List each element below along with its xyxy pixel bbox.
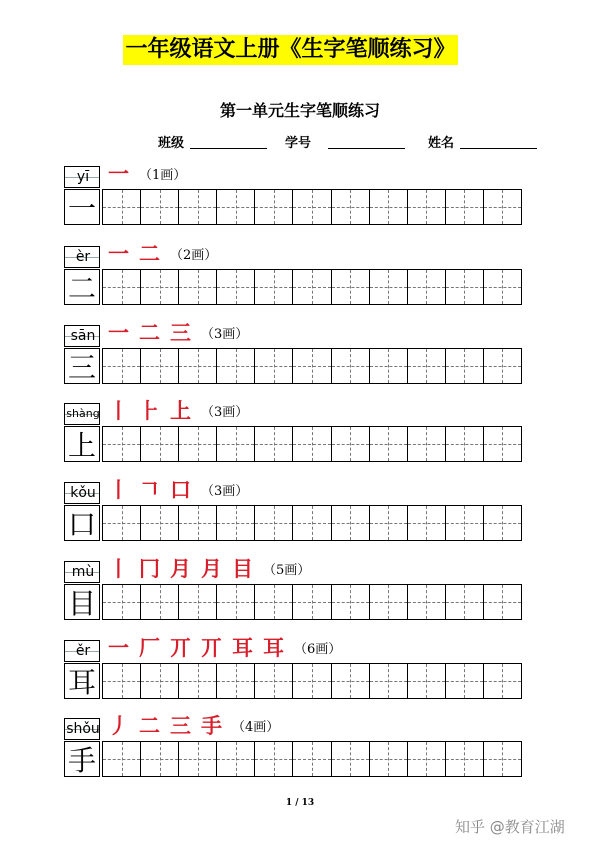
writing-cell[interactable] bbox=[484, 270, 521, 304]
writing-cell[interactable] bbox=[408, 742, 446, 776]
writing-cell[interactable] bbox=[484, 664, 521, 698]
class-label: 班级 bbox=[158, 136, 185, 151]
stroke-step: 月 bbox=[170, 557, 191, 581]
writing-cell[interactable] bbox=[255, 427, 293, 461]
writing-cell[interactable] bbox=[141, 349, 179, 383]
character-box: 上 bbox=[64, 426, 100, 462]
pinyin-text: yī bbox=[76, 169, 90, 185]
writing-cell[interactable] bbox=[141, 742, 179, 776]
writing-cell[interactable] bbox=[141, 585, 179, 619]
writing-cell[interactable] bbox=[255, 585, 293, 619]
stroke-order bbox=[108, 712, 279, 738]
writing-cell[interactable] bbox=[484, 742, 521, 776]
writing-cell[interactable] bbox=[293, 427, 331, 461]
pinyin-box bbox=[64, 325, 100, 347]
writing-cell[interactable] bbox=[332, 427, 370, 461]
writing-cell[interactable] bbox=[141, 506, 179, 540]
writing-cell[interactable] bbox=[370, 664, 408, 698]
writing-cell[interactable] bbox=[484, 190, 521, 224]
stroke-step: 丨 bbox=[108, 557, 129, 581]
pinyin-text: èr bbox=[75, 249, 91, 265]
pinyin-text: kǒu bbox=[70, 485, 96, 501]
stroke-step: 口 bbox=[170, 478, 191, 502]
writing-cell[interactable] bbox=[332, 585, 370, 619]
writing-cell[interactable] bbox=[179, 349, 217, 383]
writing-grid bbox=[102, 348, 522, 384]
writing-cell[interactable] bbox=[217, 506, 255, 540]
writing-cell[interactable] bbox=[103, 506, 141, 540]
stroke-step: 一 bbox=[108, 636, 129, 660]
writing-cell[interactable] bbox=[484, 585, 521, 619]
stroke-step: 耳 bbox=[232, 636, 253, 660]
writing-cell[interactable] bbox=[332, 190, 370, 224]
writing-cell[interactable] bbox=[370, 349, 408, 383]
stroke-step: 三 bbox=[170, 321, 191, 345]
writing-cell[interactable] bbox=[446, 742, 484, 776]
stroke-step: 一 bbox=[108, 321, 129, 345]
page-title: 第一单元生字笔顺练习 bbox=[219, 101, 380, 120]
pinyin-text: sān bbox=[70, 328, 96, 344]
writing-grid bbox=[102, 584, 522, 620]
writing-cell[interactable] bbox=[446, 506, 484, 540]
pinyin-box bbox=[64, 482, 100, 504]
pinyin-box bbox=[64, 166, 100, 188]
pinyin-text: shǒu bbox=[66, 721, 100, 737]
writing-cell[interactable] bbox=[179, 585, 217, 619]
writing-cell[interactable] bbox=[255, 349, 293, 383]
writing-cell[interactable] bbox=[332, 742, 370, 776]
stroke-count: （3画） bbox=[201, 483, 249, 499]
writing-cell[interactable] bbox=[217, 585, 255, 619]
stroke-step: 𠃍 bbox=[139, 478, 160, 502]
character-box: 口 bbox=[64, 505, 100, 541]
writing-cell[interactable] bbox=[484, 349, 521, 383]
writing-cell[interactable] bbox=[370, 585, 408, 619]
writing-cell[interactable] bbox=[370, 270, 408, 304]
writing-cell[interactable] bbox=[103, 742, 141, 776]
stroke-step: 丨 bbox=[108, 399, 129, 423]
writing-cell[interactable] bbox=[179, 742, 217, 776]
stroke-step: 二 bbox=[139, 714, 160, 738]
practice-row bbox=[64, 399, 524, 479]
writing-cell[interactable] bbox=[293, 270, 331, 304]
writing-cell[interactable] bbox=[408, 506, 446, 540]
writing-cell[interactable] bbox=[332, 349, 370, 383]
pinyin-box bbox=[64, 640, 100, 662]
writing-cell[interactable] bbox=[293, 664, 331, 698]
stroke-count: （3画） bbox=[201, 326, 249, 342]
writing-cell[interactable] bbox=[217, 190, 255, 224]
character-box: 三 bbox=[64, 348, 100, 384]
stroke-step: 冂 bbox=[139, 557, 160, 581]
writing-cell[interactable] bbox=[141, 427, 179, 461]
student-info-row bbox=[0, 132, 600, 156]
writing-cell[interactable] bbox=[408, 427, 446, 461]
stroke-order bbox=[108, 160, 186, 186]
stroke-order bbox=[108, 476, 248, 502]
page-number: 1 / 13 bbox=[285, 798, 315, 808]
character-box: 耳 bbox=[64, 663, 100, 699]
writing-cell[interactable] bbox=[255, 664, 293, 698]
writing-grid bbox=[102, 426, 522, 462]
stroke-count: （3画） bbox=[201, 404, 249, 420]
writing-cell[interactable] bbox=[103, 664, 141, 698]
writing-cell[interactable] bbox=[141, 270, 179, 304]
writing-cell[interactable] bbox=[446, 664, 484, 698]
pinyin-box bbox=[64, 561, 100, 583]
stroke-count: （6画） bbox=[294, 641, 342, 657]
stroke-step: 厂 bbox=[139, 636, 160, 660]
character-box: 一 bbox=[64, 189, 100, 225]
writing-cell[interactable] bbox=[332, 270, 370, 304]
character-box: 手 bbox=[64, 741, 100, 777]
writing-cell[interactable] bbox=[217, 427, 255, 461]
writing-cell[interactable] bbox=[179, 664, 217, 698]
stroke-count: （1画） bbox=[139, 167, 187, 183]
stroke-order bbox=[108, 240, 217, 266]
writing-cell[interactable] bbox=[179, 190, 217, 224]
writing-cell[interactable] bbox=[217, 270, 255, 304]
writing-cell[interactable] bbox=[255, 270, 293, 304]
writing-cell[interactable] bbox=[408, 349, 446, 383]
writing-cell[interactable] bbox=[293, 585, 331, 619]
writing-cell[interactable] bbox=[484, 427, 521, 461]
stroke-step: 三 bbox=[170, 714, 191, 738]
stroke-step: 目 bbox=[232, 557, 253, 581]
stroke-step: 耳 bbox=[263, 636, 284, 660]
watermark: 知乎 @教育江湖 bbox=[455, 818, 565, 836]
stroke-step: 二 bbox=[139, 242, 160, 266]
writing-cell[interactable] bbox=[293, 190, 331, 224]
writing-cell[interactable] bbox=[446, 349, 484, 383]
practice-row bbox=[64, 321, 524, 401]
writing-cell[interactable] bbox=[103, 270, 141, 304]
writing-cell[interactable] bbox=[408, 190, 446, 224]
stroke-order bbox=[108, 555, 310, 581]
writing-cell[interactable] bbox=[255, 190, 293, 224]
stroke-step: 月 bbox=[201, 557, 222, 581]
stroke-step: 丨 bbox=[108, 478, 129, 502]
writing-cell[interactable] bbox=[370, 742, 408, 776]
pinyin-text: shàng bbox=[66, 407, 100, 420]
writing-cell[interactable] bbox=[408, 664, 446, 698]
writing-cell[interactable] bbox=[217, 349, 255, 383]
pinyin-text: ěr bbox=[75, 643, 91, 659]
writing-cell[interactable] bbox=[446, 427, 484, 461]
writing-grid bbox=[102, 189, 522, 225]
writing-cell[interactable] bbox=[141, 664, 179, 698]
writing-cell[interactable] bbox=[370, 506, 408, 540]
practice-row bbox=[64, 557, 524, 637]
writing-cell[interactable] bbox=[103, 349, 141, 383]
writing-cell[interactable] bbox=[332, 664, 370, 698]
stroke-step: 一 bbox=[108, 242, 129, 266]
writing-grid bbox=[102, 663, 522, 699]
practice-row bbox=[64, 478, 524, 558]
number-label: 学号 bbox=[285, 136, 312, 151]
writing-grid bbox=[102, 269, 522, 305]
writing-cell[interactable] bbox=[293, 349, 331, 383]
class-blank bbox=[190, 148, 267, 149]
writing-cell[interactable] bbox=[103, 190, 141, 224]
stroke-step: ⺊ bbox=[139, 399, 160, 423]
practice-row bbox=[64, 714, 524, 794]
writing-cell[interactable] bbox=[103, 427, 141, 461]
pinyin-box bbox=[64, 246, 100, 268]
pinyin-box bbox=[64, 403, 100, 425]
writing-cell[interactable] bbox=[255, 742, 293, 776]
stroke-step: 一 bbox=[108, 162, 129, 186]
writing-cell[interactable] bbox=[179, 270, 217, 304]
name-blank bbox=[460, 148, 537, 149]
writing-cell[interactable] bbox=[255, 506, 293, 540]
pinyin-text: mù bbox=[71, 564, 95, 580]
stroke-order bbox=[108, 397, 248, 423]
writing-cell[interactable] bbox=[332, 506, 370, 540]
stroke-count: （2画） bbox=[170, 247, 218, 263]
writing-cell[interactable] bbox=[446, 585, 484, 619]
writing-cell[interactable] bbox=[217, 664, 255, 698]
practice-row bbox=[64, 242, 524, 322]
practice-row bbox=[64, 162, 524, 242]
pinyin-box bbox=[64, 718, 100, 740]
stroke-step: 二 bbox=[139, 321, 160, 345]
number-blank bbox=[328, 148, 405, 149]
character-box: 目 bbox=[64, 584, 100, 620]
writing-grid bbox=[102, 741, 522, 777]
stroke-order bbox=[108, 634, 341, 660]
stroke-count: （4画） bbox=[232, 719, 280, 735]
writing-cell[interactable] bbox=[217, 742, 255, 776]
character-box: 二 bbox=[64, 269, 100, 305]
writing-cell[interactable] bbox=[179, 506, 217, 540]
stroke-count: （5画） bbox=[263, 562, 311, 578]
writing-cell[interactable] bbox=[179, 427, 217, 461]
writing-cell[interactable] bbox=[370, 427, 408, 461]
stroke-step: 丿 bbox=[108, 714, 129, 738]
writing-cell[interactable] bbox=[484, 506, 521, 540]
writing-cell[interactable] bbox=[141, 190, 179, 224]
writing-cell[interactable] bbox=[446, 270, 484, 304]
stroke-step: 手 bbox=[201, 714, 222, 738]
worksheet-banner: 一年级语文上册《生字笔顺练习》 bbox=[123, 35, 458, 65]
writing-cell[interactable] bbox=[293, 506, 331, 540]
stroke-step: 上 bbox=[170, 399, 191, 423]
writing-cell[interactable] bbox=[293, 742, 331, 776]
writing-cell[interactable] bbox=[103, 585, 141, 619]
stroke-order bbox=[108, 319, 248, 345]
practice-row bbox=[64, 636, 524, 716]
name-label: 姓名 bbox=[428, 136, 455, 151]
writing-cell[interactable] bbox=[370, 190, 408, 224]
stroke-step: 丌 bbox=[170, 636, 191, 660]
writing-grid bbox=[102, 505, 522, 541]
stroke-step: 丌 bbox=[201, 636, 222, 660]
writing-cell[interactable] bbox=[446, 190, 484, 224]
writing-cell[interactable] bbox=[408, 585, 446, 619]
writing-cell[interactable] bbox=[408, 270, 446, 304]
